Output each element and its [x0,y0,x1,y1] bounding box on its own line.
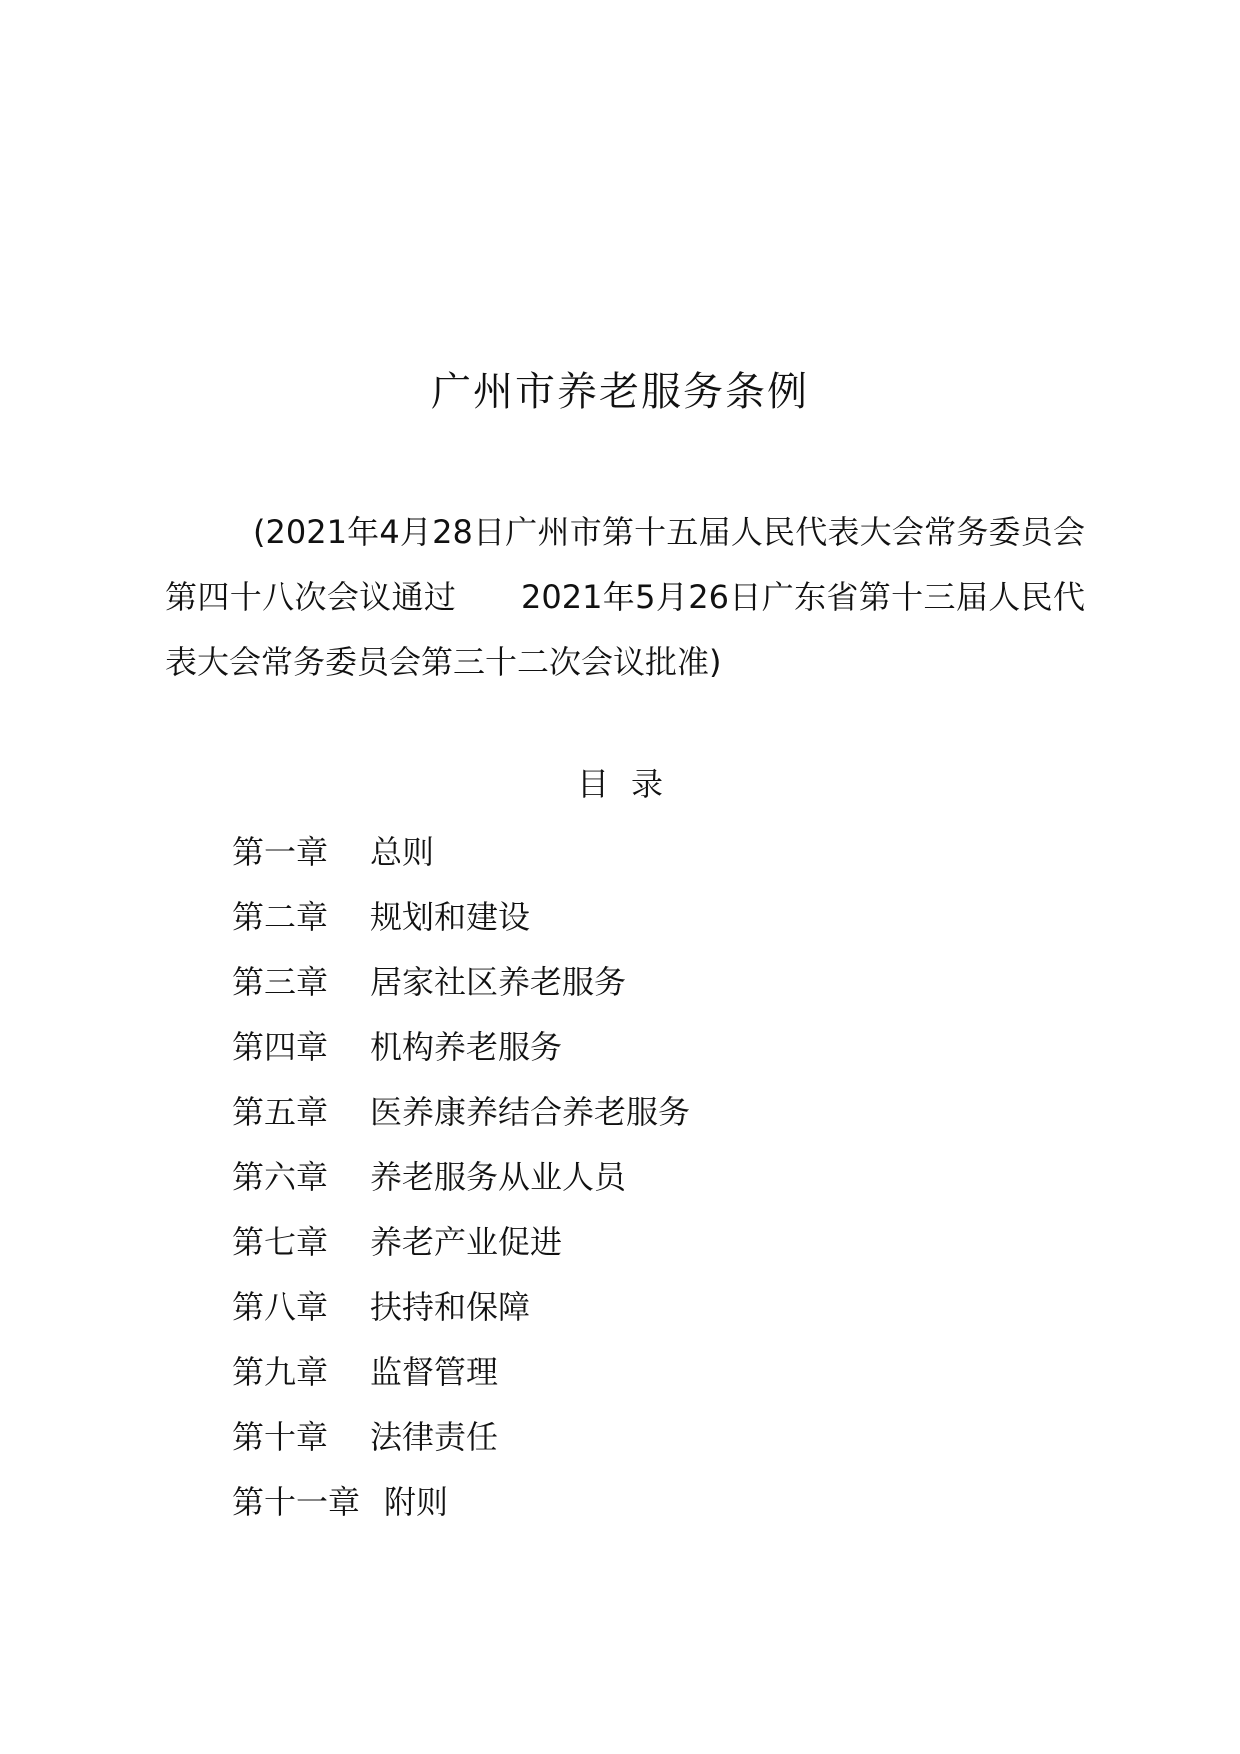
toc-item [232,1478,690,1543]
toc-item [232,1348,690,1413]
toc-chapter-number: 第五章 [232,1093,329,1131]
toc-chapter-title: 附则 [384,1483,449,1521]
toc-chapter-title: 医养康养结合养老服务 [370,1093,691,1131]
toc-chapter-number: 第十一章 [232,1483,361,1521]
toc-item [232,1283,690,1348]
toc-chapter-number: 第十章 [232,1418,329,1456]
toc-chapter-number: 第四章 [232,1028,329,1066]
toc-item [232,1153,690,1218]
toc-item [232,828,690,893]
toc-item [232,1088,690,1153]
toc-item [232,1218,690,1283]
toc-chapter-title: 总则 [370,833,435,871]
toc-chapter-title: 养老服务从业人员 [370,1158,627,1196]
toc-item [232,958,690,1023]
toc-item [232,1023,690,1088]
toc-chapter-title: 养老产业促进 [370,1223,563,1261]
document-title: 广州市养老服务条例 [431,369,809,415]
toc-item [232,1413,690,1478]
toc-chapter-title: 监督管理 [370,1353,499,1391]
toc-chapter-number: 第九章 [232,1353,329,1391]
toc-item [232,893,690,958]
toc-chapter-title: 机构养老服务 [370,1028,563,1066]
toc-chapter-title: 居家社区养老服务 [370,963,627,1001]
toc-chapter-title: 规划和建设 [370,898,531,936]
toc-chapter-number: 第八章 [232,1288,329,1326]
toc-chapter-number: 第一章 [232,833,329,871]
toc-chapter-number: 第六章 [232,1158,329,1196]
toc-chapter-number: 第七章 [232,1223,329,1261]
toc-chapter-title: 扶持和保障 [370,1288,531,1326]
table-of-contents [232,828,690,1543]
toc-chapter-title: 法律责任 [370,1418,499,1456]
adoption-note: (2021年4月28日广州市第十五届人民代表大会常务委员会第四十八次会议通过 2021年5月26日广东省第十三届人民代表大会常务委员会第三十二次会议批准) [165,513,1085,681]
toc-chapter-number: 第二章 [232,898,329,936]
toc-chapter-number: 第三章 [232,963,329,1001]
toc-heading: 目录 [576,765,685,803]
